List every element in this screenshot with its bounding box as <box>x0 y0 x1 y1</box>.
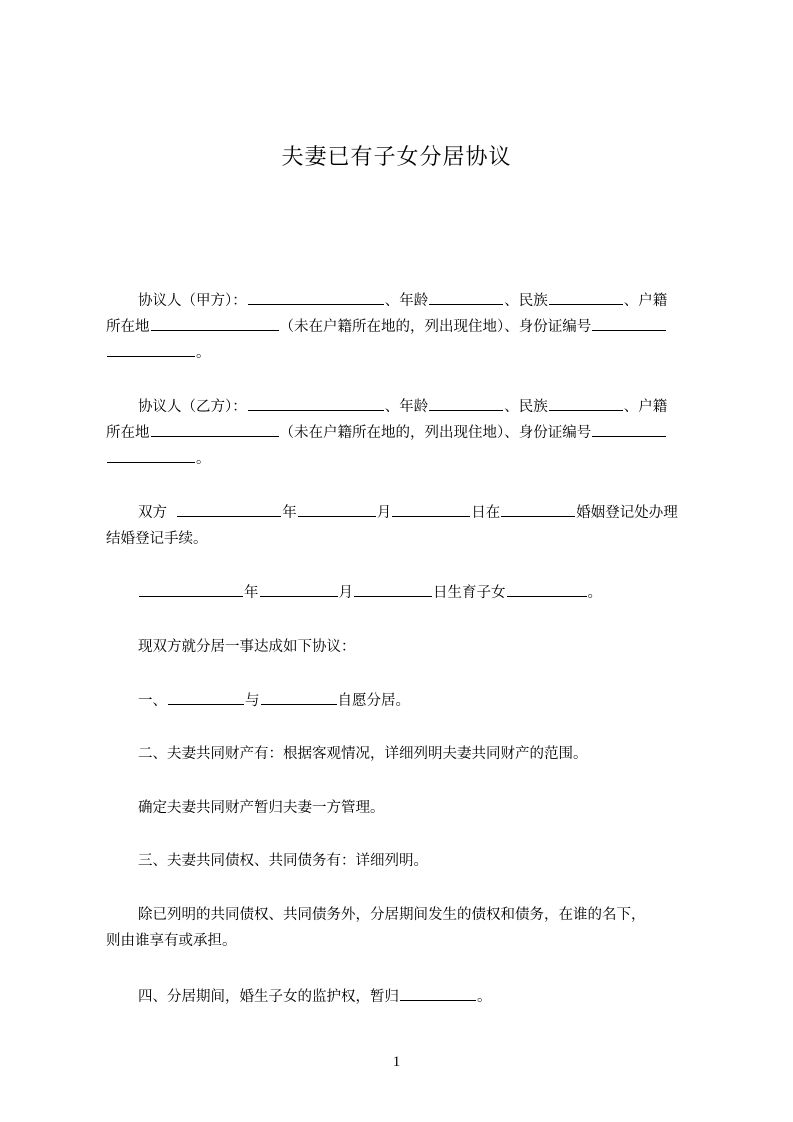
clause-1-with: 与 <box>245 693 260 709</box>
clause-1-prefix: 一、 <box>138 693 167 709</box>
marriage-prefix: 双方 <box>138 505 167 521</box>
marriage-registry-blank <box>501 502 575 517</box>
clause-3-sub-line-2: 则由谁享有或承担。 <box>106 933 237 949</box>
clause-4-line <box>106 984 702 1010</box>
child-end: 。 <box>587 585 602 601</box>
party-b-ethnicity-label: 、民族 <box>504 399 548 415</box>
clause-3 <box>106 848 702 874</box>
clause-1-party2-blank <box>261 690 337 705</box>
clause-4 <box>106 984 702 1010</box>
party-a-end: 。 <box>196 345 211 361</box>
marriage-day-label: 日在 <box>471 505 501 521</box>
party-b-domicile-label-1: 、户籍 <box>623 399 668 415</box>
clause-4-prefix: 四、分居期间，婚生子女的监护权，暂归 <box>138 989 399 1005</box>
clause-1 <box>106 688 702 714</box>
party-a-line-1 <box>106 288 702 314</box>
party-b-end: 。 <box>196 451 211 467</box>
marriage-line-2: 结婚登记手续。 <box>106 531 208 547</box>
party-b-line-3 <box>106 446 702 472</box>
marriage-registry-label: 婚姻登记处办理 <box>576 505 678 521</box>
page-number: 1 <box>392 1054 401 1070</box>
child-day-blank <box>354 582 432 597</box>
marriage-section <box>106 500 702 552</box>
intro-text: 现双方就分居一事达成如下协议： <box>138 639 356 655</box>
clause-1-party-blank <box>168 690 244 705</box>
party-a-name-blank <box>248 290 384 305</box>
party-b-domicile-label-2: 所在地 <box>106 425 150 441</box>
child-month-blank <box>260 582 338 597</box>
party-b-domicile-blank <box>151 422 279 437</box>
party-b-name-blank <box>248 396 384 411</box>
child-month-label: 月 <box>338 585 353 601</box>
clause-3-sub <box>106 902 702 954</box>
party-a-line-3 <box>106 340 702 366</box>
clause-2-text: 二、夫妻共同财产有：根据客观情况，详细列明夫妻共同财产的范围。 <box>138 746 588 762</box>
party-a-age-blank <box>429 290 503 305</box>
party-b-label: 协议人（乙方）： <box>138 399 247 415</box>
party-b-age-label: 、年龄 <box>384 399 429 415</box>
marriage-year-label: 年 <box>282 505 297 521</box>
party-b-line-1 <box>106 394 702 420</box>
party-a-id-blank-cont <box>107 342 195 357</box>
document-title: 夫妻已有子女分居协议 <box>281 145 512 170</box>
child-year-blank <box>139 582 243 597</box>
party-b-age-blank <box>429 396 503 411</box>
party-a-label: 协议人（甲方）： <box>138 293 247 309</box>
party-b-ethnicity-blank <box>549 396 623 411</box>
party-a-age-label: 、年龄 <box>384 293 429 309</box>
party-a-note: （未在户籍所在地的，列出现住地）、身份证编号 <box>279 319 592 335</box>
party-b-note: （未在户籍所在地的，列出现住地）、身份证编号 <box>279 425 592 441</box>
party-a-domicile-label-2: 所在地 <box>106 319 150 335</box>
party-a-domicile-blank <box>151 316 279 331</box>
clause-2-sub <box>106 795 702 821</box>
child-line <box>106 580 702 606</box>
clause-4-end: 。 <box>477 989 492 1005</box>
clause-3-text: 三、夫妻共同债权、共同债务有：详细列明。 <box>138 853 428 869</box>
clause-1-line <box>106 688 702 714</box>
child-section <box>106 580 702 606</box>
child-day-label: 日生育子女 <box>433 585 506 601</box>
marriage-day-blank <box>392 502 470 517</box>
party-a-domicile-label-1: 、户籍 <box>623 293 668 309</box>
party-a-ethnicity-blank <box>549 290 623 305</box>
party-a-line-2 <box>106 314 702 340</box>
party-a-section <box>106 288 702 366</box>
clauses-intro <box>106 634 702 660</box>
child-info-blank <box>507 582 587 597</box>
party-b-id-blank-cont <box>107 448 195 463</box>
clause-3-sub-line-1: 除已列明的共同债权、共同债务外，分居期间发生的债权和债务，在谁的名下， <box>138 907 646 923</box>
party-b-line-2 <box>106 420 702 446</box>
party-a-ethnicity-label: 、民族 <box>504 293 548 309</box>
child-year-label: 年 <box>244 585 259 601</box>
clause-4-guardian-blank <box>400 986 476 1001</box>
marriage-year-blank <box>177 502 281 517</box>
marriage-line-1 <box>106 500 702 526</box>
party-b-id-blank <box>592 422 666 437</box>
clause-2 <box>106 741 702 767</box>
clause-2-sub-text: 确定夫妻共同财产暂归夫妻一方管理。 <box>138 800 385 816</box>
clause-1-end: 自愿分居。 <box>337 693 410 709</box>
party-b-section <box>106 394 702 472</box>
party-a-id-blank <box>592 316 666 331</box>
marriage-month-blank <box>298 502 376 517</box>
marriage-month-label: 月 <box>376 505 392 521</box>
